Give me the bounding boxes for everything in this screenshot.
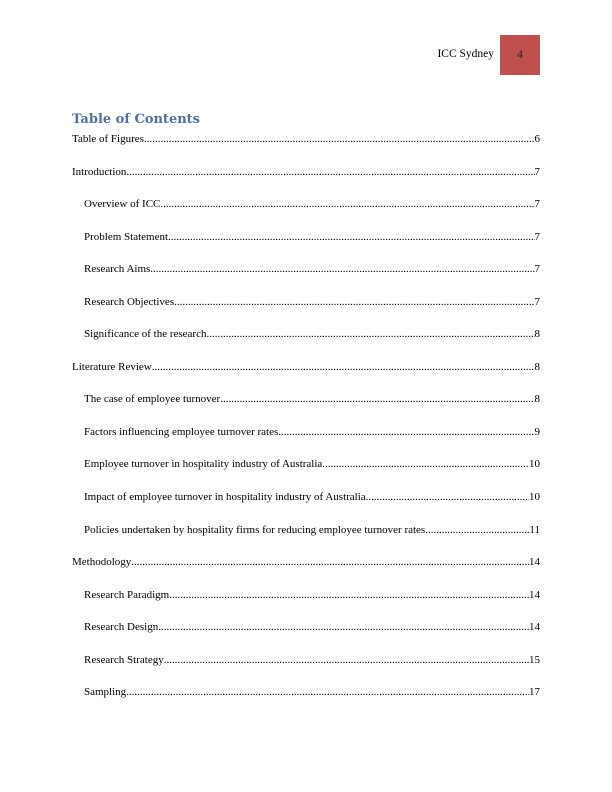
- leader-dots: [220, 391, 534, 407]
- toc-entry[interactable]: [72, 326, 540, 359]
- toc-entry[interactable]: [72, 229, 540, 262]
- leader-dots: [131, 554, 529, 570]
- leader-dots: [152, 359, 535, 375]
- toc-entry-page: 9: [534, 425, 540, 438]
- page-number: 4: [517, 49, 523, 61]
- toc-entry-page: 15: [529, 653, 540, 666]
- toc-entry[interactable]: [72, 619, 540, 652]
- toc-entry-text: Sampling: [84, 686, 127, 699]
- toc-entry[interactable]: [72, 456, 540, 489]
- toc-entry-text: Employee turnover in hospitality industry of Australia: [84, 458, 323, 471]
- toc-entry-text: Table of Figures: [72, 133, 144, 145]
- leader-dots: [174, 294, 534, 310]
- toc-entry-text: Research Strategy: [84, 653, 164, 666]
- toc-entry-page: 17: [529, 686, 540, 699]
- toc-entry-page: 14: [529, 621, 540, 634]
- leader-dots: [144, 131, 535, 147]
- leader-dots: [206, 326, 534, 342]
- leader-dots: [278, 424, 534, 440]
- toc-entry-text: Impact of employee turnover in hospitality industry of Australia: [84, 491, 366, 504]
- toc-heading: Table of Contents: [72, 112, 200, 127]
- toc-entry-text: Research Design: [84, 621, 159, 634]
- toc-entry[interactable]: [72, 294, 540, 327]
- toc-entry-text: Literature Review: [72, 360, 152, 373]
- toc-entry[interactable]: [72, 684, 540, 717]
- toc-entry-page: 7: [534, 165, 540, 178]
- leader-dots: [160, 196, 534, 212]
- header-title: ICC Sydney: [437, 48, 494, 60]
- toc-entry[interactable]: [72, 424, 540, 457]
- toc-entry[interactable]: [72, 164, 540, 197]
- toc-entry-text: Research Paradigm: [84, 588, 170, 601]
- toc-entry-text: Overview of ICC: [84, 198, 161, 211]
- toc-entry-text: Factors influencing employee turnover rates: [84, 425, 279, 438]
- toc-entry[interactable]: [72, 522, 540, 555]
- leader-dots: [126, 684, 529, 700]
- page-number-box: [500, 35, 540, 75]
- toc-entry-text: Research Objectives: [84, 295, 175, 308]
- toc-entry-text: Policies undertaken by hospitality firms for reducing employee turnover rates: [84, 523, 426, 536]
- toc-entry[interactable]: [72, 587, 540, 620]
- toc-entry-text: Methodology: [72, 556, 132, 569]
- toc-entry-page: 14: [529, 556, 540, 569]
- leader-dots: [366, 489, 529, 505]
- leader-dots: [158, 619, 529, 635]
- toc-entry-page: 7: [534, 198, 540, 211]
- toc-entry-page: 8: [534, 360, 540, 373]
- toc-entry-text: Significance of the research: [84, 328, 207, 341]
- toc-entry-page: 8: [534, 393, 540, 406]
- toc-entry[interactable]: [72, 131, 540, 164]
- toc-entry-page: 7: [534, 263, 540, 276]
- leader-dots: [164, 652, 529, 668]
- toc-entry-page: 6: [534, 133, 540, 145]
- leader-dots: [322, 456, 529, 472]
- toc-entry-page: 7: [534, 230, 540, 243]
- toc-entry-text: Research Aims: [84, 263, 151, 276]
- toc-entry-text: Problem Statement: [84, 230, 169, 243]
- toc-entry-text: Introduction: [72, 165, 127, 178]
- toc-entry[interactable]: [72, 554, 540, 587]
- toc-entry[interactable]: [72, 489, 540, 522]
- leader-dots: [150, 261, 534, 277]
- toc-entry-page: 8: [534, 328, 540, 341]
- toc-entry-page: 11: [529, 523, 540, 536]
- leader-dots: [126, 164, 534, 180]
- toc-entry[interactable]: [72, 261, 540, 294]
- toc-entry-page: 10: [529, 458, 540, 471]
- toc-entry-page: 10: [529, 491, 540, 504]
- toc-entry-page: 14: [529, 588, 540, 601]
- toc-entry[interactable]: [72, 391, 540, 424]
- toc-entry-text: The case of employee turnover: [84, 393, 221, 406]
- toc-entry[interactable]: [72, 196, 540, 229]
- toc-entry[interactable]: [72, 652, 540, 685]
- toc-entry[interactable]: [72, 359, 540, 392]
- table-of-contents: [72, 131, 540, 717]
- toc-entry-page: 7: [534, 295, 540, 308]
- leader-dots: [168, 229, 534, 245]
- leader-dots: [169, 587, 529, 603]
- leader-dots: [425, 522, 529, 538]
